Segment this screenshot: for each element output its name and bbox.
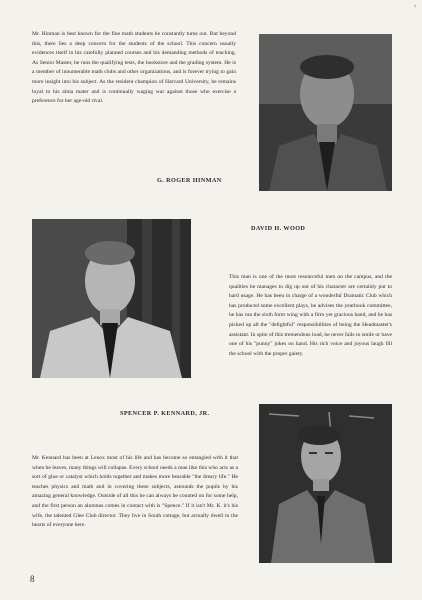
page-number: 8 [30, 574, 35, 584]
corner-mark: a [413, 4, 416, 9]
kennard-paragraph: Mr. Kennard has been at Lenox most of his life and has become so entangled with it that when he leaves, many things will collapse. Every school needs a man like this who acts as a sort of glue or catalyst which holds together and makes more bearable "the dreary life." He teaches physics and math and in covering these subjects, astounds the pupils by his amazing general knowledge. Outside of all this he can always be counted on for some help, and the first person an alumnus comes in contact with is "Spence." If it isn't Mr. K. it's his wife, the talented Glee Club director. They live in South cottage, but actually dwell in the hearts of everyone here. [32, 455, 238, 529]
hinman-name: G. ROGER HINMAN [157, 177, 222, 184]
wood-portrait-photo [32, 219, 191, 378]
wood-name: DAVID H. WOOD [251, 225, 306, 232]
kennard-name: SPENCER P. KENNARD, JR. [120, 410, 210, 417]
wood-paragraph: This man is one of the most resourceful men on the campus, and the qualities he manages to dig up out of his character are certainly put to hard usage. He has been in charge of a wonderful Dramatic Club which has produced some excellent plays, he advises the yearbook committee, he has run the sixth form wing with a firm yet gracious hand, and he has picked up all the "delightful" responsibilities of being the Headmaster's assistant. In spite of this tremendous load, he never fails to smile or have one of his "punny" jokes on hand. His rich voice and joyous laugh fill the school with the proper gaiety. [229, 274, 392, 357]
hinman-paragraph: Mr. Hinman is best known for the fine math students he constantly turns out. But beyond this, there lies a deep concern for the students of the school. This concern usually evidences itself in his carefully planned courses and his demanding methods of teaching. As Senior Master, he runs the qualifying tests, the bookstore and the grading system. He is a member of innumerable math clubs and other organizations, and is forever trying to gain more insight into his subject. As the resident champion of Harvard University, he remains loyal to his alma mater and is continually waging war against those who exercise a preference for her age-old rival. [32, 31, 236, 105]
hinman-portrait-photo [259, 34, 392, 191]
kennard-portrait-photo [259, 404, 392, 563]
